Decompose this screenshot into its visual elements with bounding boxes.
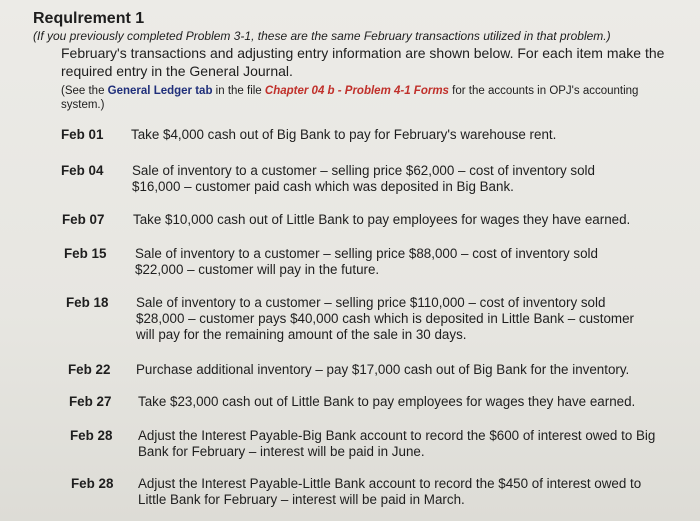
transaction-description: Take $4,000 cash out of Big Bank to pay for February's warehouse rent. (131, 127, 557, 142)
transaction-date: Feb 27 (69, 394, 112, 409)
reference-note (61, 84, 661, 112)
transaction-date: Feb 07 (62, 212, 105, 227)
transaction-date: Feb 18 (66, 295, 109, 310)
page-subtitle: (If you previously completed Problem 3-1, these are the same February transactions utilized in that problem.) (33, 29, 611, 43)
transaction-description: Take $10,000 cash out of Little Bank to pay employees for wages they have earned. (133, 212, 631, 227)
transaction-description: Sale of inventory to a customer – selling price $88,000 – cost of inventory sold $22,000 – customer will pay in the future. (135, 246, 598, 277)
forms-file-reference: Chapter 04 b - Problem 4-1 Forms (264, 85, 449, 97)
general-ledger-tab-reference: General Ledger tab (107, 85, 213, 97)
note-prefix: (See the (61, 85, 108, 97)
transaction-description: Sale of inventory to a customer – selling price $62,000 – cost of inventory sold $16,000 – customer paid cash which was deposited in Big Bank. (132, 163, 595, 194)
transaction-description: Adjust the Interest Payable-Big Bank account to record the $600 of interest owed to Big Bank for February – interest will be paid in June. (138, 428, 656, 459)
transaction-date: Feb 04 (61, 163, 104, 178)
transaction-description: Purchase additional inventory – pay $17,000 cash out of Big Bank for the inventory. (136, 362, 630, 377)
note-suffix: for the accounts in OPJ's accounting system.) (61, 85, 639, 111)
transaction-date: Feb 01 (61, 127, 104, 142)
transaction-date: Feb 15 (64, 246, 107, 261)
transaction-date: Feb 22 (68, 362, 111, 377)
transaction-date: Feb 28 (70, 428, 113, 443)
note-middle: in the file (212, 85, 265, 97)
page-title: Requlrement 1 (33, 10, 145, 27)
transaction-description: Sale of inventory to a customer – selling price $110,000 – cost of inventory sold $28,000 – customer pays $40,000 cash which is deposited in Little Bank – customer will pay for the remaining amount of the sale in 30 days. (136, 295, 634, 342)
transaction-description: Adjust the Interest Payable-Little Bank account to record the $450 of interest owed to Little Bank for February – interest will be paid in March. (138, 476, 642, 507)
transaction-description: Take $23,000 cash out of Little Bank to pay employees for wages they have earned. (138, 394, 636, 409)
instructions-text: February's transactions and adjusting entry information are shown below. For each item make the required entry in the General Journal. (61, 45, 665, 79)
transaction-date: Feb 28 (71, 476, 114, 491)
